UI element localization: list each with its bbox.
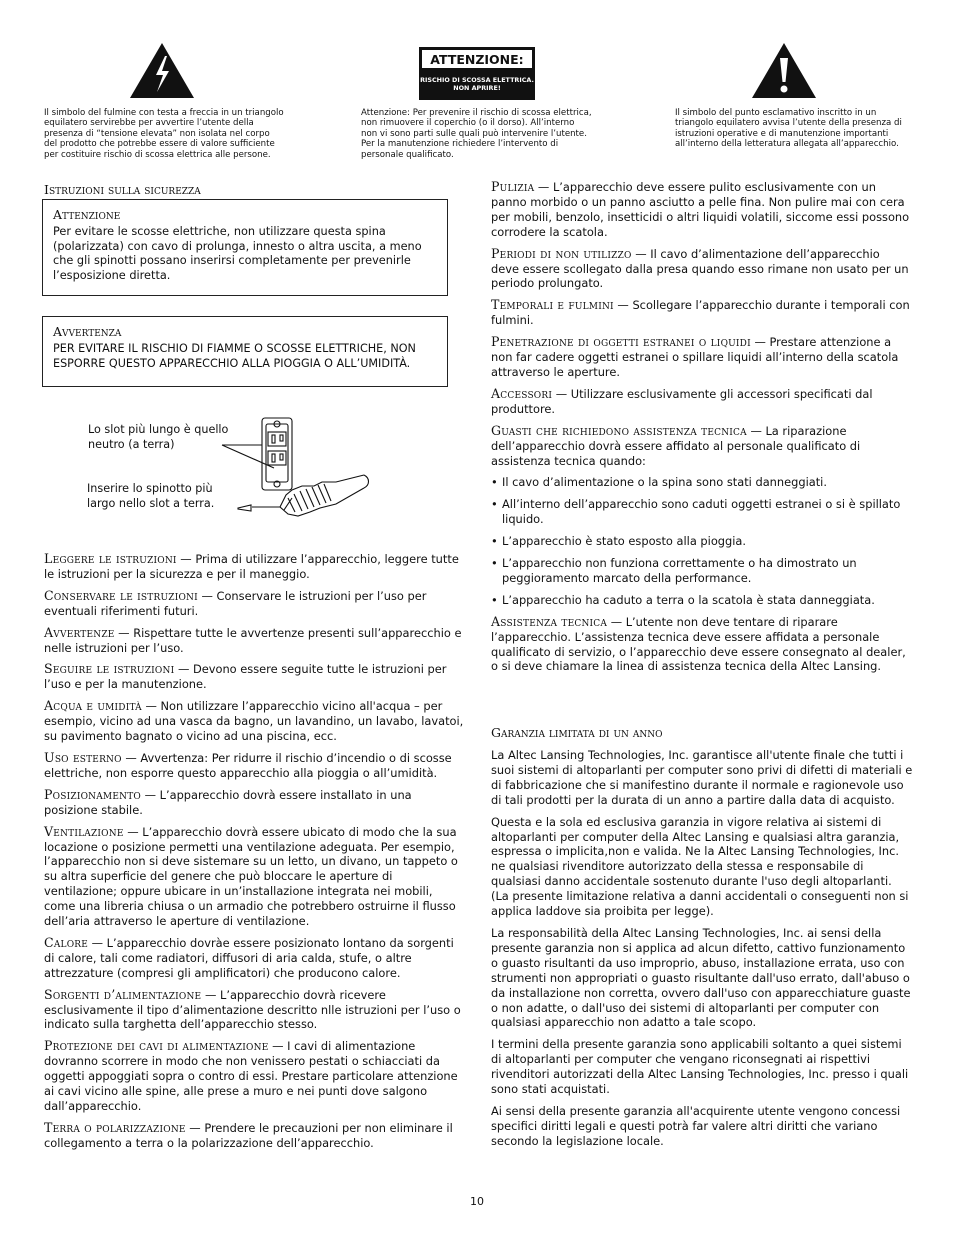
list-item: • L’apparecchio non funziona correttamente o ha dimostrato un peggioramento marcato della performance. — [491, 556, 911, 586]
item-body: — L’apparecchio dovrà essere ubicato di modo che la sua locazione o posizione permetti una ventilazione adeguata. Per esempio, l’apparecchio non si deve sistemare su un letto, un divano, un tappeto o su altra superficie del genere che può bloccare le aperture di ventilazione; oppure ubicare in un’installazione integrata nei mobili, come una libreria chiusa o un armadio che potrebbero ostruirne il flusso dell’aria attraverso le aperture di ventilazione. — [44, 824, 458, 929]
item-temporali-fulmini — [491, 298, 911, 328]
item-body: — Non utilizzare l’apparecchio vicino all'acqua – per esempio, vicino ad una vasca da bagno, un lavandino, un lavabo, lavatoi, su pavimento bagnato o vicino ad una piscina, ecc. — [44, 699, 464, 744]
polarized-plug-illustration — [218, 412, 378, 524]
item-head: Assistenza tecnica — [491, 613, 608, 629]
attenzione-box — [42, 199, 448, 296]
lightning-symbol-description: Il simbolo del fulmine con testa a freccia in un triangolo equilatero servirebbe per avvertire l’utente della presenza di “tensione elevata” non isolata nel corpo del prodotto che potrebbe essere di valore sufficiente per costituire rischio di scossa elettrica alle persone. — [44, 108, 284, 160]
item-conservare-istruzioni — [44, 589, 464, 619]
left-safety-items — [44, 552, 464, 1158]
item-sorgenti-alimentazione — [44, 988, 464, 1033]
item-leggere-istruzioni — [44, 552, 464, 582]
item-uso-esterno — [44, 751, 464, 781]
warranty-section-title: Garanzia limitata di un anno — [491, 725, 663, 740]
warning-label-title: ATTENZIONE: — [422, 50, 532, 68]
item-head: Uso esterno — [44, 749, 122, 765]
item-head: Pulizia — [491, 179, 535, 194]
item-head: Accessori — [491, 385, 553, 401]
item-acqua-umidita — [44, 699, 464, 744]
list-item: • L’apparecchio è stato esposto alla pioggia. — [491, 534, 911, 549]
item-avvertenze — [44, 626, 464, 656]
warning-label-line2: NON APRIRE! — [453, 84, 501, 92]
item-seguire-istruzioni — [44, 662, 464, 692]
list-item: • Il cavo d’alimentazione o la spina sono stati danneggiati. — [491, 475, 911, 490]
item-guasti-assistenza — [491, 424, 911, 469]
item-head: Sorgenti d’alimentazione — [44, 986, 202, 1002]
safety-section-title: Istruzioni sulla sicurezza — [44, 182, 201, 197]
attenzione-warning-label — [419, 47, 535, 100]
item-penetrazione-oggetti — [491, 335, 911, 380]
item-body: — Scollegare l’apparecchio durante i temporali con fulmini. — [491, 298, 910, 328]
attenzione-box-title: Attenzione — [53, 207, 121, 222]
item-head: Posizionamento — [44, 786, 141, 802]
attenzione-description: Attenzione: Per prevenire il rischio di scossa elettrica, non rimuovere il coperchio (o il dorso). All’interno non vi sono parti sulle quali può intervenire l’utente. Per la manutenzione richiedere l’intervento di personale qualificato. — [361, 108, 592, 160]
item-head: Calore — [44, 934, 89, 950]
item-head: Conservare le istruzioni — [44, 587, 198, 603]
item-head: Protezione dei cavi di alimentazione — [44, 1038, 269, 1054]
item-head: Penetrazione di oggetti estranei o liquidi — [491, 334, 751, 350]
item-ventilazione — [44, 825, 464, 929]
item-body: — L’apparecchio dovràe essere posizionato lontano da sorgenti di calore, tali come radiatori, diffusori di aria calda, stufe, o altre attrezzature (compresi gli amplificatori) che producono calore. — [44, 935, 454, 980]
item-body: — Conservare le istruzioni per l’uso per eventuali riferimenti futuri. — [44, 588, 427, 618]
item-accessori — [491, 387, 911, 417]
avvertenza-box-text: PER EVITARE IL RISCHIO DI FIAMME O SCOSSE ELETTRICHE, NON ESPORRE QUESTO APPARECCHIO ALLA PIOGGIA O ALL’UMIDITÀ. — [53, 342, 416, 370]
page-number: 10 — [470, 1195, 484, 1208]
item-body: — Prestare attenzione a non far cadere oggetti estranei o spillare liquidi all’interno della scatola attraverso le aperture. — [491, 335, 899, 379]
item-body: — Prendere le precauzioni per non eliminare il collegamento a terra o la polarizzazione dell’apparecchio. — [44, 1120, 453, 1150]
item-body: — Rispettare tutte le avvertenze presenti sull’apparecchio e nelle istruzioni per l’uso. — [44, 625, 462, 655]
item-body: — L’apparecchio deve essere pulito esclusivamente con un panno morbido o un panno asciutto a pelle fina. Non pulire mai con cera per mobili, benzolo, insetticidi o altri liquidi volatili, siccome essi possono corrodere la scatola. — [491, 180, 910, 239]
item-body: — Il cavo d’alimentazione dell’apparecchio deve essere scollegato dalla presa quando esso rimane non usato per un periodo prolungato. — [491, 246, 909, 291]
warranty-paragraph: La responsabilità della Altec Lansing Technologies, Inc. ai sensi della presente garanzia non si applica ad alcun difetto, cattivo funzionamento o guasto risultanti da uso improprio, abuso, installazione errata, uso con strumenti non appropriati o guasto risultante dall'uso errato, dall'abuso o da installazione non corretta, ovvero dall'uso con apparecchiature guaste o non adatte, o dall'uso dei sistemi di altoparlanti per computer con qualsiasi apparecchio non adatto a tale scopo. — [491, 925, 911, 1030]
item-head: Acqua e umidità — [44, 698, 142, 714]
item-head: Avvertenze — [44, 624, 115, 640]
warranty-paragraph: Questa e la sola ed esclusiva garanzia in vigore relativa ai sistemi di altoparlanti per computer della Altec Lansing e qualsiasi altra garanzia, espressa o implicita,non e valida. Ne la Altec Lansing Technologies, Inc. ne qualsiasi rivenditore autorizzato della stessa e responsabile di qualsiasi danno accidentale sostenuto durante l'uso degli altoparlanti. (La presente limitazione relativa a danni accidentali o conseguenti non si applica laddove sia proibita per legge). — [491, 814, 909, 919]
plug-label-insert: Inserire lo spinotto più largo nello slot a terra. — [87, 482, 215, 510]
item-head: Terra o polarizzazione — [44, 1119, 186, 1135]
guasti-bullet-list — [491, 475, 911, 607]
item-terra-polarizzazione — [44, 1121, 464, 1151]
item-posizionamento — [44, 788, 464, 818]
right-safety-items — [491, 180, 911, 681]
item-head: Guasti che richiedono assistenza tecnica — [491, 422, 747, 438]
plug-label-neutral: Lo slot più lungo è quello neutro (a terra) — [88, 423, 229, 451]
item-body: — I cavi di alimentazione dovranno scorrere in modo che non venissero pestati o schiacciati da oggetti appoggiati sopra o contro di essi. Prestare particolare attenzione ai cavi vicino alle spine, alle prese a muro e nei punti dove salgono dall’apparecchio. — [44, 1039, 458, 1113]
attenzione-box-text: Per evitare le scosse elettriche, non utilizzare questa spina (polarizzata) con cavo di prolunga, innesto o altra uscita, a meno che gli spinotti possano inserirsi completamente per prevenirle l’esposizione diretta. — [53, 225, 422, 282]
item-head: Leggere le istruzioni — [44, 551, 177, 566]
list-item: • L’apparecchio ha caduto a terra o la scatola è stata danneggiata. — [491, 593, 911, 608]
item-body: — Devono essere seguite tutte le istruzioni per l’uso e per la manutenzione. — [44, 662, 447, 692]
item-body: — Prima di utilizzare l’apparecchio, leggere tutte le istruzioni per la sicurezza e per il maneggio. — [44, 552, 459, 581]
item-body: — Utilizzare esclusivamente gli accessori specificati dal produttore. — [491, 386, 873, 416]
item-head: Periodi di non utilizzo — [491, 245, 632, 261]
exclamation-warning-icon — [751, 42, 817, 99]
item-body: — L’utente non deve tentare di riparare l’apparecchio. L’assistenza tecnica deve essere affidata a personale qualificato di servizio, o l’apparecchio deve essere consegnato al dealer, o si deve chiamare la linea di assistenza tecnica della Altec Lansing. — [491, 614, 906, 674]
item-head: Seguire le istruzioni — [44, 661, 175, 677]
warning-label-line1: RISCHIO DI SCOSSA ELETTRICA. — [420, 76, 534, 84]
item-body: — L’apparecchio dovrà essere installato in una posizione stabile. — [44, 787, 412, 817]
lightning-warning-icon — [129, 42, 195, 99]
item-protezione-cavi — [44, 1039, 464, 1114]
warranty-paragraph: La Altec Lansing Technologies, Inc. garantisce all'utente finale che tutti i suoi sistemi di altoparlanti per computer sono privi di difetti di materiali e di fabbricazione che si manifestino durante il normale e ragionevole uso di tali prodotti per la durata di un anno a partire dalla data di acquisto. — [491, 748, 913, 807]
warranty-body — [491, 748, 913, 1156]
item-body: — La riparazione dell’apparecchio dovrà essere affidato al personale qualificato di assistenza tecnica quando: — [491, 423, 861, 468]
item-head: Temporali e fulmini — [491, 297, 614, 313]
warranty-paragraph: Ai sensi della presente garanzia all'acquirente utente vengono concessi specifici diritti legali e questi potrà far valere altri diritti che variano secondo la legislazione locale. — [491, 1103, 901, 1148]
warranty-paragraph: I termini della presente garanzia sono applicabili soltanto a quei sistemi di altoparlanti per computer che vengano riconsegnati ai rispettivi rivenditori autorizzati della Altec Lansing Technologies, Inc. presso i quali sono stati acquistati. — [491, 1037, 909, 1097]
item-periodi-non-utilizzo — [491, 247, 911, 292]
item-calore — [44, 936, 464, 981]
item-pulizia — [491, 180, 911, 240]
item-body: — L’apparecchio dovrà ricevere esclusivamente il tipo d’alimentazione descritto nlle istruzioni per l’uso o indicato sulla targhetta dell’apparecchio stesso. — [44, 987, 461, 1032]
avvertenza-box-title: Avvertenza — [53, 324, 122, 339]
avvertenza-box — [42, 316, 448, 387]
item-assistenza-tecnica — [491, 615, 911, 675]
item-head: Ventilazione — [44, 823, 124, 839]
item-body: — Avvertenza: Per ridurre il rischio d’incendio o di scosse elettriche, non esporre questo apparecchio alla pioggia o all’umidità. — [44, 750, 452, 780]
exclamation-symbol-description: Il simbolo del punto esclamativo inscritto in un triangolo equilatero avvisa l’utente della presenza di istruzioni operative e di manutenzione importanti all’interno della letteratura allegata all’apparecchio. — [675, 108, 902, 150]
list-item: • All’interno dell’apparecchio sono caduti oggetti estranei o si è spillato liquido. — [491, 497, 911, 527]
